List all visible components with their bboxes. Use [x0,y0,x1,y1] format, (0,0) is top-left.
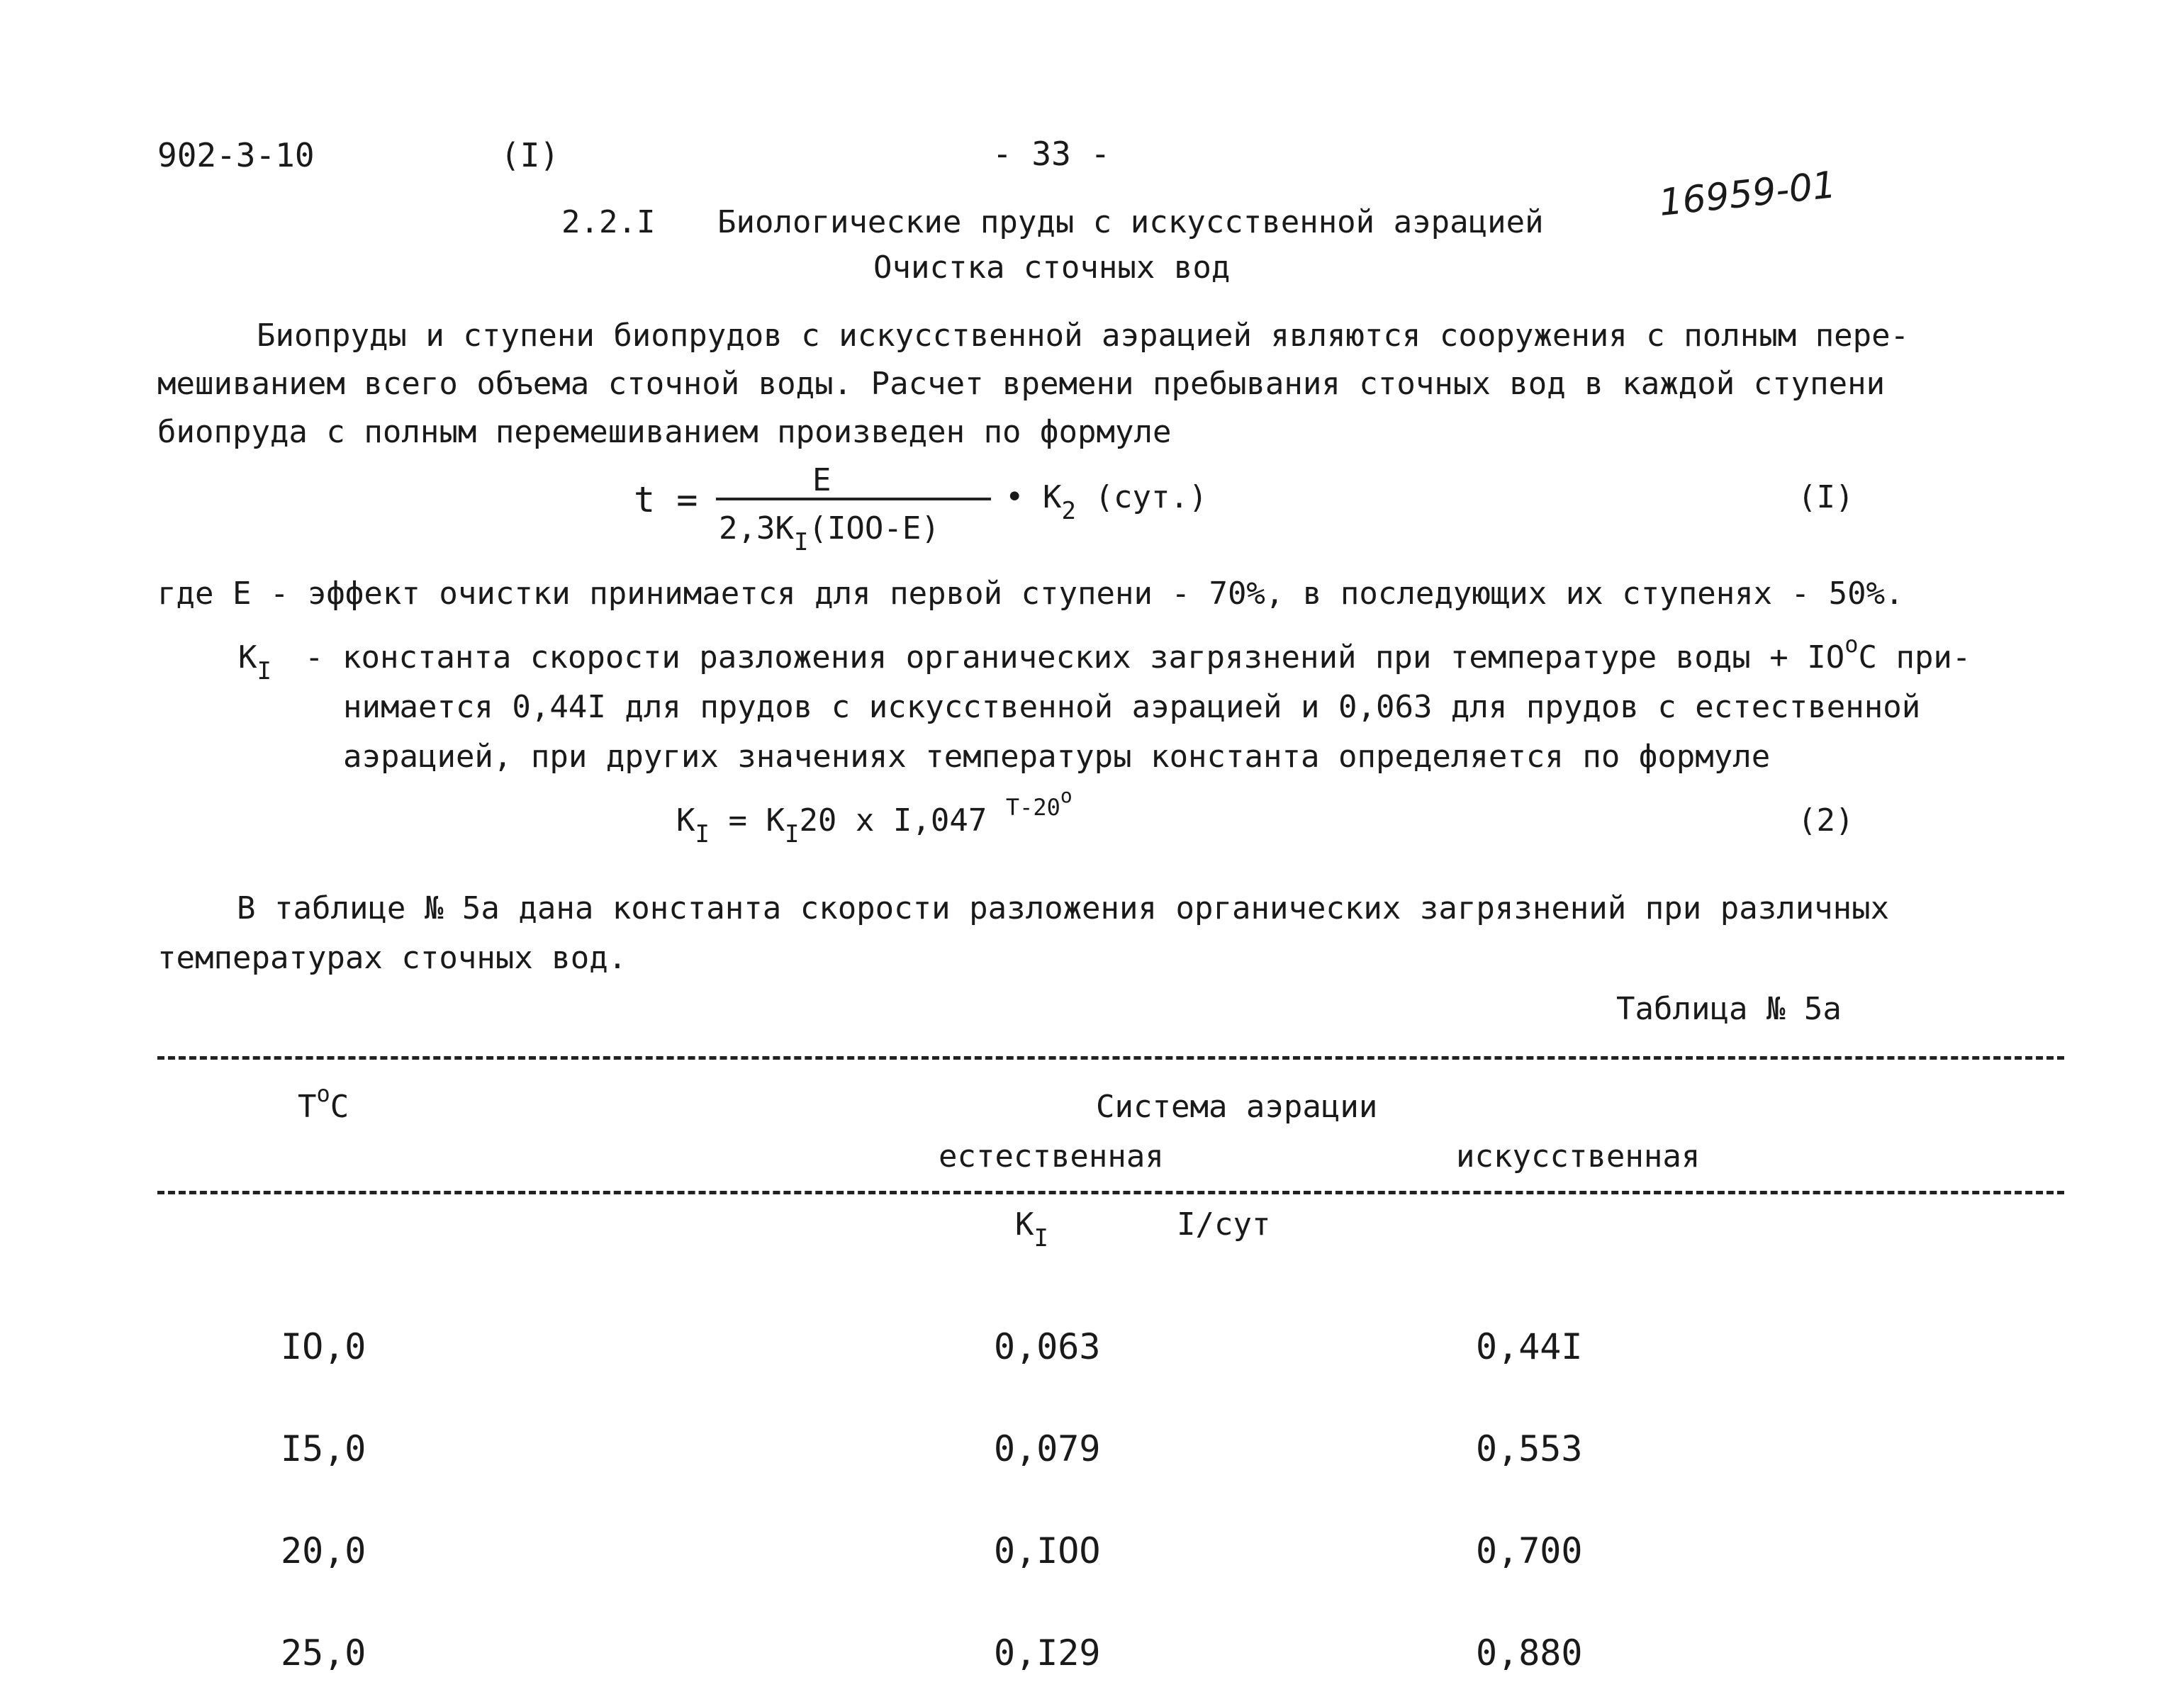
table-top-rule [157,1056,2064,1060]
k-definition-line-1b: C при- [1858,639,1971,676]
column-group-header: Система аэрации [1096,1089,1378,1125]
table-cell: IO,0 [281,1326,366,1367]
formula1-lhs: t = [634,479,698,520]
archive-number: 16959-01 [1657,164,1838,225]
k-definition-line-3: аэрацией, при других значениях температуры константа определяется по формуле [343,739,1771,775]
table-caption: Таблица № 5а [1616,991,1842,1027]
formula1-denominator [719,510,940,556]
col-temp-sup: o [316,1080,330,1107]
formula2-exponent: T-20 [1005,794,1060,821]
table-cell: 20,0 [281,1530,366,1571]
table-cell: 0,44I [1476,1326,1583,1367]
column-header-natural: естественная [939,1138,1164,1175]
formula1-denominator-sub: I [793,528,809,556]
intro-line-1: Биопруды и ступени биопрудов с искусственной аэрацией являются сооружения с полным пере- [257,318,1910,354]
table-cell: 0,700 [1476,1530,1583,1571]
k-symbol [238,639,271,685]
formula2-exponent-sup: o [1060,784,1073,807]
col-temp-a: T [298,1089,317,1125]
table-cell: I5,0 [281,1428,366,1469]
artificial-column [1476,1262,1583,1704]
formula1-number: (I) [1798,479,1854,515]
formula1-tail-a: • K [1005,479,1062,515]
intro-line-3: биопруда с полным перемешиванием произведен по формуле [157,414,1172,450]
table-header-rule [157,1191,2064,1194]
table-cell: 0,880 [1476,1632,1583,1674]
k-symbol-letter: K [238,639,257,676]
formula2-number: (2) [1798,802,1854,839]
temperature-column [281,1262,366,1704]
section-title: Биологические пруды с искусственной аэрацией [717,204,1544,240]
k-symbol-sub: I [257,657,271,685]
unit-label: I/сут [1177,1206,1271,1243]
k-definition-line-1a: - константа скорости разложения органических загрязнений при температуре воды + IO [305,639,1845,676]
formula2-b-sub: I [784,820,800,848]
document-code: 902-3-10 [157,136,315,174]
section-subtitle: Очистка сточных вод [873,250,1231,286]
intro-line-2: мешиванием всего объема сточной воды. Расчет времени пребывания сточных вод в каждой ступени [157,366,1886,402]
formula1-tail-b: (сут.) [1094,479,1208,515]
unit-row [1015,1206,1048,1252]
k-definition-line-1-sup: o [1844,631,1859,658]
formula2-c: 20 x I,047 [799,802,1006,839]
col-temp-b: C [330,1089,349,1125]
formula1-tail [1005,479,1208,525]
table-cell: 0,IOO [994,1530,1101,1571]
table-cell: 0,063 [994,1326,1101,1367]
page-number: - 33 - [992,135,1111,173]
natural-column [994,1262,1101,1704]
section-marker: (I) [500,136,560,174]
formula1-tail-sub: 2 [1061,497,1076,525]
table-intro-line-2: температурах сточных вод. [157,940,627,976]
formula2-a: K [676,802,695,839]
table-cell: 0,I29 [994,1632,1101,1674]
formula1-denominator-b: (IOO-E) [808,510,940,546]
fraction-line [716,498,991,500]
formula2 [676,784,1073,848]
column-header-temperature [298,1080,349,1125]
table-cell: 25,0 [281,1632,366,1674]
column-header-artificial: искусственная [1456,1138,1701,1175]
table-intro-line-1: В таблице № 5а дана константа скорости разложения органических загрязнений при различных [237,890,1890,926]
formula1-numerator: E [812,462,831,498]
section-number: 2.2.I [561,204,656,240]
where-line: где E - эффект очистки принимается для первой ступени - 70%, в последующих их ступенях - 50%. [157,576,1904,612]
k-definition-line-1 [305,631,1971,676]
unit-k-sub: I [1034,1224,1048,1252]
formula1-denominator-a: 2,3K [719,510,794,546]
unit-k: K [1015,1206,1034,1243]
table-cell: 0,079 [994,1428,1101,1469]
formula2-b: = K [709,802,785,839]
table-cell: 0,553 [1476,1428,1583,1469]
k-definition-line-2: нимается 0,44I для прудов с искусственной аэрацией и 0,063 для прудов с естественной [343,689,1921,725]
formula2-a-sub: I [695,820,710,848]
